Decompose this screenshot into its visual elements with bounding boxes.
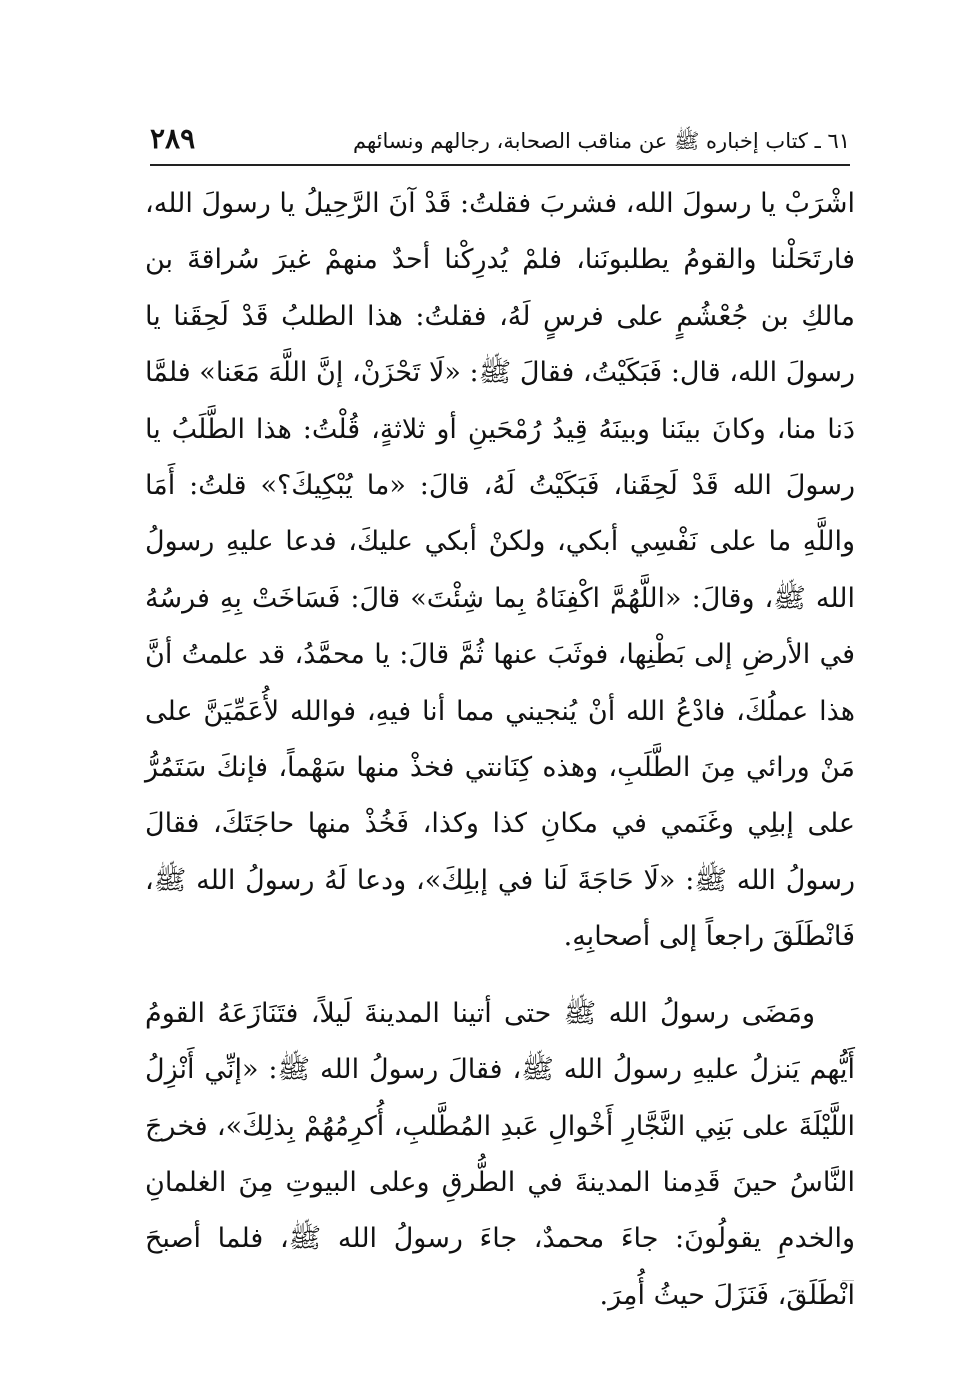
main-text	[145, 176, 855, 1324]
paragraph-2: ومَضَى رسولُ الله ﷺ حتى أتينا المدينةَ لَيلاً، فتَنَازَعَهُ القومُ أَيُّهم يَنزلُ عليهِ رسولُ الله ﷺ، فقالَ رسولُ الله ﷺ: «إنِّي أَنْزِلُ اللَّيْلَةَ على بَنِي النَّجَّارِ أَخْوالِ عَبدِ المُطَّلبِ، أُكرِمُهُمْ بِذلِكَ»، فخرجَ النَّاسُ حينَ قَدِمنا المدينةَ في الطُّرقِ وعلى البيوتِ مِنَ الغلمانِ والخدمِ يقولُونَ: جاءَ محمدٌ، جاءَ رسولُ الله ﷺ، فلما أصبحَ انْطَلَقَ، فَنَزَلَ حيثُ أُمِرَ.	[145, 997, 855, 1311]
chapter-title: ٦١ ـ كتاب إخباره ﷺ عن مناقب الصحابة، رجالهم ونسائهم	[353, 129, 850, 153]
running-header	[150, 118, 850, 164]
scan-mark	[842, 1280, 854, 1281]
paragraph-1: اشْرَبْ يا رسولَ الله، فشربَ فقلتُ: قَدْ آنَ الرَّحِيلُ يا رسولَ الله، فارتَحَلْنا والقومُ يطلبونَنا، فلمْ يُدرِكْنا أحدٌ منهمْ غيرَ سُراقةَ بن مالكِ بن جُعْشُمٍ على فرسٍ لَهُ، فقلتُ: هذا الطلبُ قَدْ لَحِقَنا يا رسولَ الله، قال: فَبَكَيْتُ، فقالَ ﷺ: «لَا تَحْزَنْ، إنَّ اللَّهَ مَعَنا» فلمَّا دَنا منا، وكانَ بينَنا وبينَهُ قِيدُ رُمْحَينِ أو ثلاثةٍ، قُلْتُ: هذا الطَّلَبُ يا رسولَ الله قَدْ لَحِقَنا، فَبَكَيْتُ لَهُ، قالَ: «ما يُبْكِيكَ؟» قلتُ: أَمَا واللَّهِ ما على نَفْسِي أبكي، ولكنْ أبكي عليكَ، فدعا عليهِ رسولُ الله ﷺ، وقالَ: «اللَّهُمَّ اكْفِنَاهُ بِما شِئْتَ» قالَ: فَسَاخَتْ بِهِ فرسُهُ في الأرضِ إلى بَطْنِها، فوثَبَ عنها ثُمَّ قالَ: يا محمَّدُ، قد علمتُ أنَّ هذا عملُكَ، فادْعُ الله أنْ يُنجيني مما أنا فيهِ، فوالله لأُعَمِّيَنَّ على مَنْ ورائي مِنَ الطَّلَبِ، وهذه كِنَانتي فخذْ منها سَهْماً، فإنكَ سَتَمُرُّ على إبلِي وغَنَمي في مكانِ كذا وكذا، فَخُذْ منها حاجَتَكَ، فقالَ رسولُ الله ﷺ: «لَا حَاجَةَ لَنا في إبلِكَ»، ودعا لَهُ رسولُ الله ﷺ، فَانْطَلَقَ راجعاً إلى أصحابِهِ.	[145, 188, 855, 953]
page-number: ٢٨٩	[150, 122, 196, 155]
header-divider	[150, 164, 850, 166]
